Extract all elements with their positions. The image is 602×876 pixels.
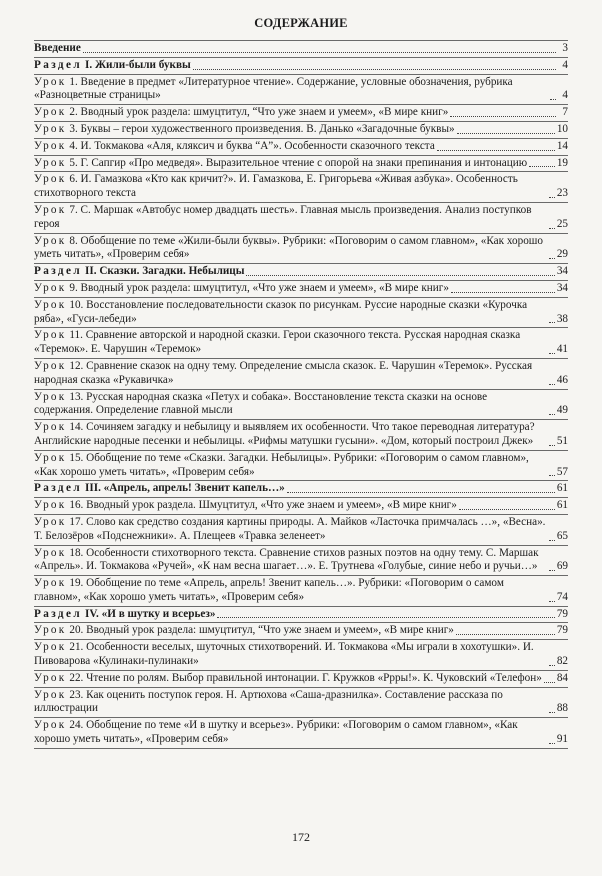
toc-entry-label: Урок	[34, 688, 67, 701]
toc-entry-page: 29	[556, 248, 568, 261]
toc-lesson-entry	[34, 358, 568, 389]
toc-entry-title: 4. И. Токмакова «Аля, кляксич и буква “А”». Особенности сказочного текста	[69, 139, 435, 152]
toc-entry-text	[34, 547, 547, 575]
toc-entry-label: Раздел	[34, 265, 83, 278]
toc-entry-text	[34, 689, 547, 717]
toc-entry-title: 11. Сравнение авторской и народной сказки. Герои сказочного текста. Русская народная сказка «Теремок». Е. Чарушин «Теремок»	[34, 329, 521, 356]
toc-entry-title: III. «Апрель, апрель! Звенит капель…»	[85, 482, 285, 495]
toc-section-heading	[34, 606, 568, 623]
toc-entry-page: 61	[556, 499, 568, 512]
toc-entry-page: 69	[556, 560, 568, 573]
toc-entry-label: Раздел	[34, 58, 83, 71]
toc-entry-page: 4	[562, 89, 568, 102]
dot-leader	[287, 491, 555, 493]
dot-leader	[246, 274, 554, 276]
toc-entry-text	[34, 204, 547, 232]
toc-entry-label: Раздел	[34, 482, 83, 495]
toc-entry-text	[34, 282, 449, 296]
toc-entry-label: Урок	[34, 499, 67, 512]
toc-entry-page: 34	[556, 265, 568, 278]
toc-entry-text	[34, 608, 215, 622]
toc-entry-label: Урок	[34, 234, 67, 247]
dot-leader	[193, 68, 556, 70]
toc-entry-text	[34, 42, 81, 56]
toc-entry-title: 14. Сочиняем загадку и небылицу и выявляем их особенности. Что такое переводная литература? Английские народные песенки и небылицы. «Рифмы матушки гусыни». «Дом, который построил Джек»	[34, 421, 535, 447]
dot-leader	[549, 196, 555, 198]
toc-lesson-entry	[34, 389, 568, 420]
toc-entry-page: 88	[556, 702, 568, 715]
dot-leader	[451, 291, 555, 293]
dot-leader	[459, 508, 555, 510]
toc-section-heading	[34, 57, 568, 74]
toc-entry-title: 23. Как оценить поступок героя. Н. Артюхова «Саша-дразнилка». Составление рассказа по иллюстрации	[34, 688, 503, 715]
toc-entry-page: 49	[556, 404, 568, 417]
toc-entry-label: Урок	[34, 390, 67, 403]
toc-entry-page: 51	[556, 434, 568, 447]
toc-lesson-entry	[34, 514, 568, 545]
toc-entry-title: I. Жили-были буквы	[85, 58, 191, 71]
toc-entry-label: Урок	[34, 329, 67, 342]
toc-entry-text	[34, 157, 527, 171]
toc-intro-entry	[34, 40, 568, 57]
dot-leader	[549, 413, 555, 415]
toc-lesson-entry	[34, 233, 568, 264]
toc-entry-label: Урок	[34, 451, 67, 464]
dot-leader	[549, 600, 555, 602]
dot-leader	[457, 132, 555, 134]
toc-lesson-entry	[34, 575, 568, 606]
dot-leader	[549, 383, 555, 385]
toc-entry-title: 24. Обобщение по теме «И в шутку и всерьез». Рубрики: «Поговорим о самом главном», «Как хорошо уметь читать», «Проверим себя»	[34, 719, 518, 746]
toc-entry-title: 18. Особенности стихотворного текста. Сравнение стихов разных поэтов на одну тему. С. Маршак «Апрель». И. Токмакова «Ручей», «К нам весна шагает…». Е. Трутнева «Голубые, синие небо и ручьи…»	[34, 546, 539, 573]
toc-entry-label: Урок	[34, 106, 67, 119]
toc-section-heading	[34, 480, 568, 497]
toc-entry-page: 61	[556, 482, 568, 495]
toc-entry-title: II. Сказки. Загадки. Небылицы	[85, 265, 245, 278]
toc-entry-text	[34, 123, 455, 137]
toc-entry-page: 57	[556, 465, 568, 478]
dot-leader	[544, 681, 555, 683]
toc-entry-page: 3	[562, 42, 568, 54]
dot-leader	[549, 742, 555, 744]
toc-lesson-entry	[34, 202, 568, 233]
toc-entry-page: 46	[556, 373, 568, 386]
dot-leader	[217, 616, 554, 618]
toc-lesson-entry	[34, 419, 568, 450]
toc-entry-title: 19. Обобщение по теме «Апрель, апрель! Звенит капель…». Рубрики: «Поговорим о самом главном», «Как хорошо уметь читать», «Проверим себя»	[34, 577, 504, 603]
toc-entry-page: 23	[556, 187, 568, 200]
toc-entry-text	[34, 624, 454, 638]
toc-entry-page: 7	[562, 106, 568, 119]
toc-entry-text	[34, 235, 547, 263]
toc-lesson-entry	[34, 622, 568, 639]
toc-lesson-entry	[34, 121, 568, 138]
toc-entry-page: 10	[556, 122, 568, 135]
toc-lesson-entry	[34, 717, 568, 749]
toc-entry-label: Урок	[34, 546, 67, 559]
page-number: 172	[292, 830, 310, 844]
toc-entry-label: Урок	[34, 298, 67, 311]
toc-entry-page: 74	[556, 590, 568, 603]
toc-lesson-entry	[34, 497, 568, 514]
toc-lesson-entry	[34, 104, 568, 121]
toc-entry-label: Урок	[34, 421, 67, 434]
toc-entry-title: Введение	[34, 42, 81, 54]
toc-entry-label: Урок	[34, 139, 67, 152]
toc-section-heading	[34, 263, 568, 280]
dot-leader	[550, 98, 556, 100]
dot-leader	[437, 149, 555, 151]
table-of-contents	[34, 40, 568, 749]
toc-lesson-entry	[34, 297, 568, 328]
toc-entry-page: 4	[562, 58, 568, 71]
toc-entry-page: 79	[556, 607, 568, 620]
dot-leader	[549, 569, 555, 571]
toc-entry-label: Урок	[34, 359, 67, 372]
toc-entry-page: 84	[556, 671, 568, 684]
toc-entry-label: Урок	[34, 156, 67, 169]
toc-entry-text	[34, 482, 285, 496]
dot-leader	[549, 539, 555, 541]
toc-entry-title: 13. Русская народная сказка «Петух и собака». Восстановление текста сказки на основе содержания. Определение главной мысли	[34, 390, 488, 417]
toc-entry-title: 17. Слово как средство создания картины природы. А. Майков «Ласточка примчалась …», «Весна». Т. Белозёров «Подснежники». А. Плещеев «Травка зеленеет»	[34, 515, 546, 542]
toc-entry-text	[34, 76, 548, 104]
toc-entry-text	[34, 329, 547, 357]
dot-leader	[549, 257, 555, 259]
dot-leader	[83, 51, 556, 53]
toc-entry-title: 10. Восстановление последовательности сказок по рисункам. Русcие народные сказки «Курочка ряба», «Гуси-лебеди»	[34, 298, 528, 325]
toc-entry-page: 34	[556, 281, 568, 294]
toc-entry-page: 65	[556, 529, 568, 542]
toc-entry-title: 15. Обобщение по теме «Сказки. Загадки. Небылицы». Рубрики: «Поговорим о самом главном», «Как хорошо уметь читать», «Проверим себя»	[34, 451, 529, 478]
toc-entry-label: Урок	[34, 173, 67, 186]
toc-entry-label: Раздел	[34, 607, 83, 620]
toc-lesson-entry	[34, 545, 568, 576]
toc-title: СОДЕРЖАНИЕ	[254, 16, 348, 30]
toc-entry-label: Урок	[34, 75, 67, 88]
toc-lesson-entry	[34, 74, 568, 105]
toc-entry-page: 19	[556, 156, 568, 169]
toc-entry-page: 91	[556, 733, 568, 746]
toc-entry-text	[34, 516, 547, 544]
toc-entry-text	[34, 140, 435, 154]
toc-entry-label: Урок	[34, 203, 67, 216]
toc-entry-text	[34, 577, 547, 605]
dot-leader	[549, 352, 555, 354]
toc-lesson-entry	[34, 280, 568, 297]
toc-entry-text	[34, 719, 547, 747]
dot-leader	[549, 227, 555, 229]
toc-entry-title: 20. Вводный урок раздела: шмуцтитул, “Что уже знаем и умеем», «В мире книг»	[69, 624, 454, 637]
toc-entry-text	[34, 59, 191, 73]
dot-leader	[549, 711, 555, 713]
toc-entry-title: 16. Вводный урок раздела. Шмуцтитул, «Что уже знаем и умеем», «В мире книг»	[69, 499, 457, 512]
toc-entry-label: Урок	[34, 641, 67, 654]
toc-entry-label: Урок	[34, 577, 67, 590]
toc-entry-text	[34, 173, 547, 201]
dot-leader	[549, 321, 555, 323]
toc-entry-text	[34, 641, 547, 669]
toc-entry-title: IV. «И в шутку и всерьез»	[85, 607, 216, 620]
dot-leader	[456, 633, 555, 635]
toc-entry-text	[34, 499, 457, 513]
toc-lesson-entry	[34, 171, 568, 202]
toc-entry-text	[34, 299, 547, 327]
dot-leader	[549, 664, 555, 666]
dot-leader	[549, 474, 555, 476]
toc-lesson-entry	[34, 138, 568, 155]
dot-leader	[549, 444, 555, 446]
toc-entry-title: 2. Вводный урок раздела: шмуцтитул, “Что уже знаем и умеем», «В мире книг»	[69, 106, 449, 119]
toc-entry-page: 14	[556, 139, 568, 152]
toc-entry-title: 21. Особенности веселых, шуточных стихотворений. И. Токмакова «Мы играли в хохотушки». И. Пивоварова «Кулинаки-пулинаки»	[34, 641, 534, 668]
toc-entry-text	[34, 421, 547, 449]
toc-entry-title: 1. Введение в предмет «Литературное чтение». Содержание, условные обозначения, рубрика «Разноцветные страницы»	[34, 75, 513, 102]
toc-lesson-entry	[34, 155, 568, 172]
toc-entry-page: 82	[556, 655, 568, 668]
toc-entry-label: Урок	[34, 122, 67, 135]
toc-entry-title: 12. Сравнение сказок на одну тему. Определение смысла сказок. Е. Чарушин «Теремок». Русская народная сказка «Рукавичка»	[34, 359, 533, 386]
toc-entry-page: 25	[556, 217, 568, 230]
toc-entry-label: Урок	[34, 671, 67, 684]
toc-lesson-entry	[34, 670, 568, 687]
toc-entry-page: 41	[556, 343, 568, 356]
toc-entry-text	[34, 360, 547, 388]
toc-entry-title: 9. Вводный урок раздела: шмуцтитул, «Что уже знаем и умеем», «В мире книг»	[69, 281, 449, 294]
toc-entry-text	[34, 106, 448, 120]
toc-entry-text	[34, 672, 542, 686]
toc-entry-text	[34, 391, 547, 419]
toc-entry-text	[34, 265, 244, 279]
toc-entry-title: 3. Буквы – герои художественного произведения. В. Данько «Загадочные буквы»	[69, 122, 455, 135]
toc-entry-title: 8. Обобщение по теме «Жили-были буквы». Рубрики: «Поговорим о самом главном», «Как хорошо уметь читать», «Проверим себя»	[34, 234, 543, 261]
toc-entry-label: Урок	[34, 281, 67, 294]
toc-lesson-entry	[34, 687, 568, 718]
toc-entry-page: 79	[556, 624, 568, 637]
toc-lesson-entry	[34, 327, 568, 358]
toc-entry-title: 22. Чтение по ролям. Выбор правильной интонации. Г. Кружков «Ррры!». К. Чуковский «Телефон»	[69, 671, 542, 684]
toc-entry-label: Урок	[34, 624, 67, 637]
toc-entry-title: 6. И. Гамазкова «Кто как кричит?». И. Гамазкова, Е. Григорьева «Живая азбука». Особенность стихотворного текста	[34, 173, 518, 200]
dot-leader	[529, 165, 555, 167]
toc-entry-label: Урок	[34, 515, 67, 528]
toc-lesson-entry	[34, 639, 568, 670]
toc-lesson-entry	[34, 450, 568, 481]
toc-entry-title: 7. С. Маршак «Автобус номер двадцать шесть». Главная мысль произведения. Анализ поступков героя	[34, 203, 532, 230]
toc-entry-page: 38	[556, 312, 568, 325]
toc-entry-label: Урок	[34, 719, 67, 732]
dot-leader	[450, 115, 556, 117]
toc-entry-title: 5. Г. Сапгир «Про медведя». Выразительное чтение с опорой на знаки препинания и интонацию	[69, 156, 528, 169]
toc-entry-text	[34, 452, 547, 480]
